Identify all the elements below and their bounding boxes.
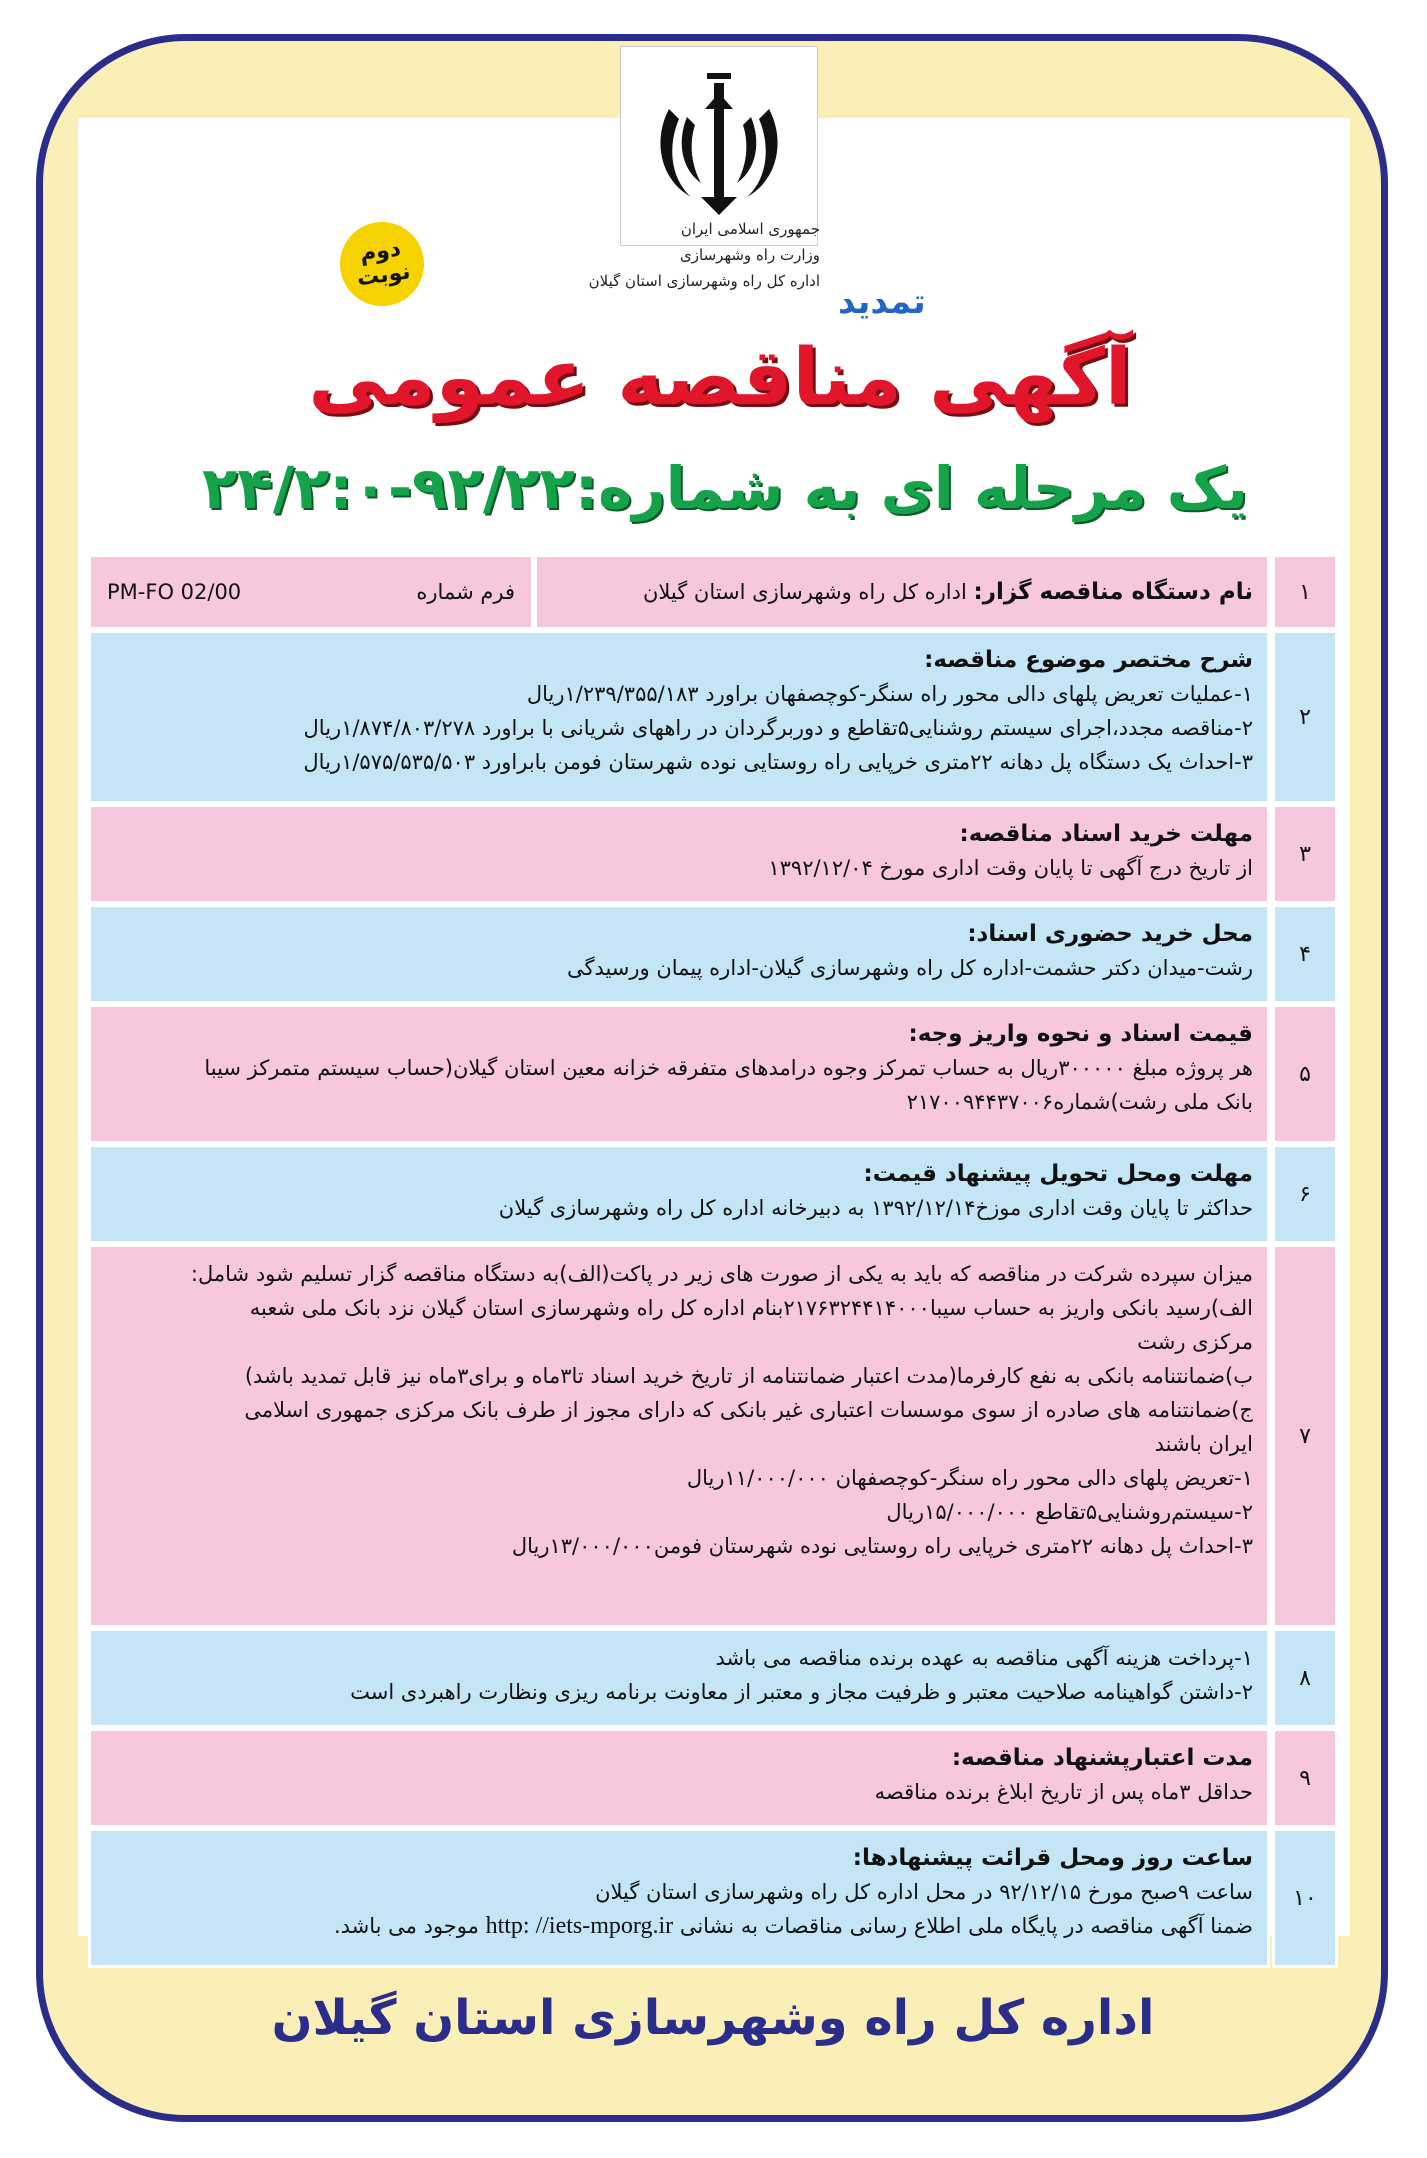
row-heading: نام دستگاه مناقصه گزار: <box>973 579 1253 605</box>
row-body <box>88 904 1270 1004</box>
table-row <box>88 1004 1338 1144</box>
row-number: ۹ <box>1272 1728 1338 1828</box>
table-row <box>88 804 1338 904</box>
badge-line: نوبت <box>355 259 412 292</box>
row-text: رشت-میدان دکتر حشمت-اداره کل راه وشهرسازی گیلان-اداره پیمان ورسیدگی <box>566 956 1253 980</box>
row-text: ۱-پرداخت هزینه آگهی مناقصه به عهده برنده مناقصه می باشد <box>715 1646 1253 1670</box>
row-text: ۳-احداث یک دستگاه پل دهانه ۲۲متری خرپایی راه روستایی نوده شهرستان فومن بابراورد ۱/۵۷۵/۵۳۵/۵۰۳ریال <box>303 750 1253 774</box>
row-body <box>88 1828 1270 1968</box>
table-row <box>88 1628 1338 1728</box>
form-label: فرم شماره <box>416 580 515 604</box>
table-row <box>88 1828 1338 1968</box>
row-text: حداکثر تا پایان وقت اداری موزخ۱۳۹۲/۱۲/۱۴ به دبیرخانه اداره کل راه وشهرسازی گیلان <box>498 1196 1253 1220</box>
website-link[interactable]: http: //iets-mporg.ir <box>485 1913 674 1939</box>
row-body <box>88 630 1270 804</box>
row-text-with-link <box>105 1909 1253 1943</box>
row-heading: محل خرید حضوری اسناد: <box>967 921 1253 947</box>
ministry-heading <box>560 216 820 294</box>
page-title: آگهی مناقصه عمومی <box>308 333 1132 423</box>
row-heading: مدت اعتبارپشنهاد مناقصه: <box>951 1745 1253 1771</box>
badge-line: دوم <box>358 236 403 267</box>
iran-emblem-icon <box>651 69 787 219</box>
row-number: ۲ <box>1272 630 1338 804</box>
row-text: اداره کل راه وشهرسازی استان گیلان <box>642 580 967 604</box>
row-body <box>88 1144 1270 1244</box>
table-row <box>88 554 1338 630</box>
table-row <box>88 904 1338 1004</box>
row-heading: مهلت خرید اسناد مناقصه: <box>959 821 1253 847</box>
row-text: الف)رسید بانکی واریز به حساب سیبا۲۱۷۶۳۲۴۴۱۴۰۰۰بنام اداره کل راه وشهرسازی استان گیلان نزد بانک ملی شعبه <box>249 1296 1253 1320</box>
row-text: ۲-مناقصه مجدد،اجرای سیستم روشنایی۵تقاطع و دوربرگردان در راههای شریانی با براورد ۱/۸۷۴/۸۰۳/۲۷۸ریال <box>303 716 1253 740</box>
row-body <box>88 1244 1270 1628</box>
table-row <box>88 630 1338 804</box>
org-line: وزارت راه وشهرسازی <box>680 246 820 264</box>
form-code: PM-FO 02/00 <box>107 580 242 604</box>
row-text: موجود می باشد. <box>333 1914 479 1938</box>
row-text: ۱-تعریض پلهای دالی محور راه سنگر-کوچصفهان ۱۱/۰۰۰/۰۰۰ریال <box>686 1466 1253 1490</box>
row-body <box>88 1004 1270 1144</box>
row-text: بانک ملی رشت)شماره۲۱۷۰۰۹۴۴۳۷۰۰۶ <box>906 1090 1253 1114</box>
tender-number-subtitle: یک مرحله ای به شماره:۹۲/۲۲-۲۴/۲:۰ <box>202 454 1248 522</box>
table-row <box>88 1144 1338 1244</box>
row-text: ۱-عملیات تعریض پلهای دالی محور راه سنگر-کوچصفهان براورد ۱/۲۳۹/۳۵۵/۱۸۳ریال <box>526 682 1253 706</box>
table-row <box>88 1244 1338 1628</box>
row-text: از تاریخ درج آگهی تا پایان وقت اداری مورخ ۱۳۹۲/۱۲/۰۴ <box>768 856 1253 880</box>
org-line: اداره کل راه وشهرسازی استان گیلان <box>588 272 820 290</box>
row-text: حداقل ۳ماه پس از تاریخ ابلاغ برنده مناقصه <box>874 1780 1253 1804</box>
row-body <box>88 1628 1270 1728</box>
row-heading: مهلت ومحل تحویل پیشنهاد قیمت: <box>863 1161 1253 1187</box>
row-text: ۲-سیستم‌روشنایی۵تقاطع ۱۵/۰۰۰/۰۰۰ریال <box>886 1500 1253 1524</box>
form-number-box <box>88 554 534 630</box>
row-text: ج)ضمانتنامه های صادره از سوی موسسات اعتباری غیر بانکی که دارای مجوز از طرف بانک مرکزی جمهوری اسلامی <box>244 1398 1253 1422</box>
row-text: ضمنا آگهی مناقصه در پایگاه ملی اطلاع رسانی مناقصات به نشانی <box>679 1914 1253 1938</box>
row-number: ۳ <box>1272 804 1338 904</box>
row-number: ۱۰ <box>1272 1828 1338 1968</box>
row-heading: ساعت روز ومحل قرائت پیشنهادها: <box>852 1845 1253 1871</box>
row-number: ۵ <box>1272 1004 1338 1144</box>
row-heading: قیمت اسناد و نحوه واریز وجه: <box>908 1021 1253 1047</box>
org-line: جمهوری اسلامی ایران <box>680 220 820 238</box>
row-text: میزان سپرده شرکت در مناقصه که باید به یکی از صورت های زیر در پاکت(الف)به دستگاه مناقصه گزار تسلیم شود شامل: <box>190 1262 1253 1286</box>
row-text: ساعت ۹صبح مورخ ۹۲/۱۲/۱۵ در محل اداره کل راه وشهرسازی استان گیلان <box>595 1880 1253 1904</box>
row-body <box>88 1728 1270 1828</box>
row-number: ۷ <box>1272 1244 1338 1628</box>
row-number: ۶ <box>1272 1144 1338 1244</box>
row-text: مرکزی رشت <box>1137 1330 1253 1354</box>
row-text: ۳-احداث پل دهانه ۲۲متری خرپایی راه روستایی نوده شهرستان فومن۱۳/۰۰۰/۰۰۰ریال <box>511 1534 1253 1558</box>
row-body <box>88 804 1270 904</box>
row-heading: شرح مختصر موضوع مناقصه: <box>924 647 1253 673</box>
row-number: ۸ <box>1272 1628 1338 1728</box>
row-number: ۱ <box>1272 554 1338 630</box>
row-body <box>534 554 1270 630</box>
table-row <box>88 1728 1338 1828</box>
footer-organization: اداره کل راه وشهرسازی استان گیلان <box>271 1990 1155 2046</box>
row-text: ۲-داشتن گواهینامه صلاحیت معتبر و ظرفیت مجاز و معتبر از معاونت برنامه ریزی ونظارت راهبردی است <box>350 1680 1253 1704</box>
row-number: ۴ <box>1272 904 1338 1004</box>
row-text: هر پروژه مبلغ ۳۰۰۰۰۰ریال به حساب تمرکز وجوه درامدهای متفرقه خزانه معین استان گیلان(حساب سیستم متمرکز سیبا <box>204 1056 1253 1080</box>
row-text: ایران باشند <box>1154 1432 1253 1456</box>
extension-label: تمدید <box>838 282 926 322</box>
row-text: ب)ضمانتنامه بانکی به نفع کارفرما(مدت اعتبار ضمانتنامه از تاریخ خرید اسناد تا۳ماه و برای۳ماه نیز قابل تمدید باشد) <box>244 1364 1253 1388</box>
